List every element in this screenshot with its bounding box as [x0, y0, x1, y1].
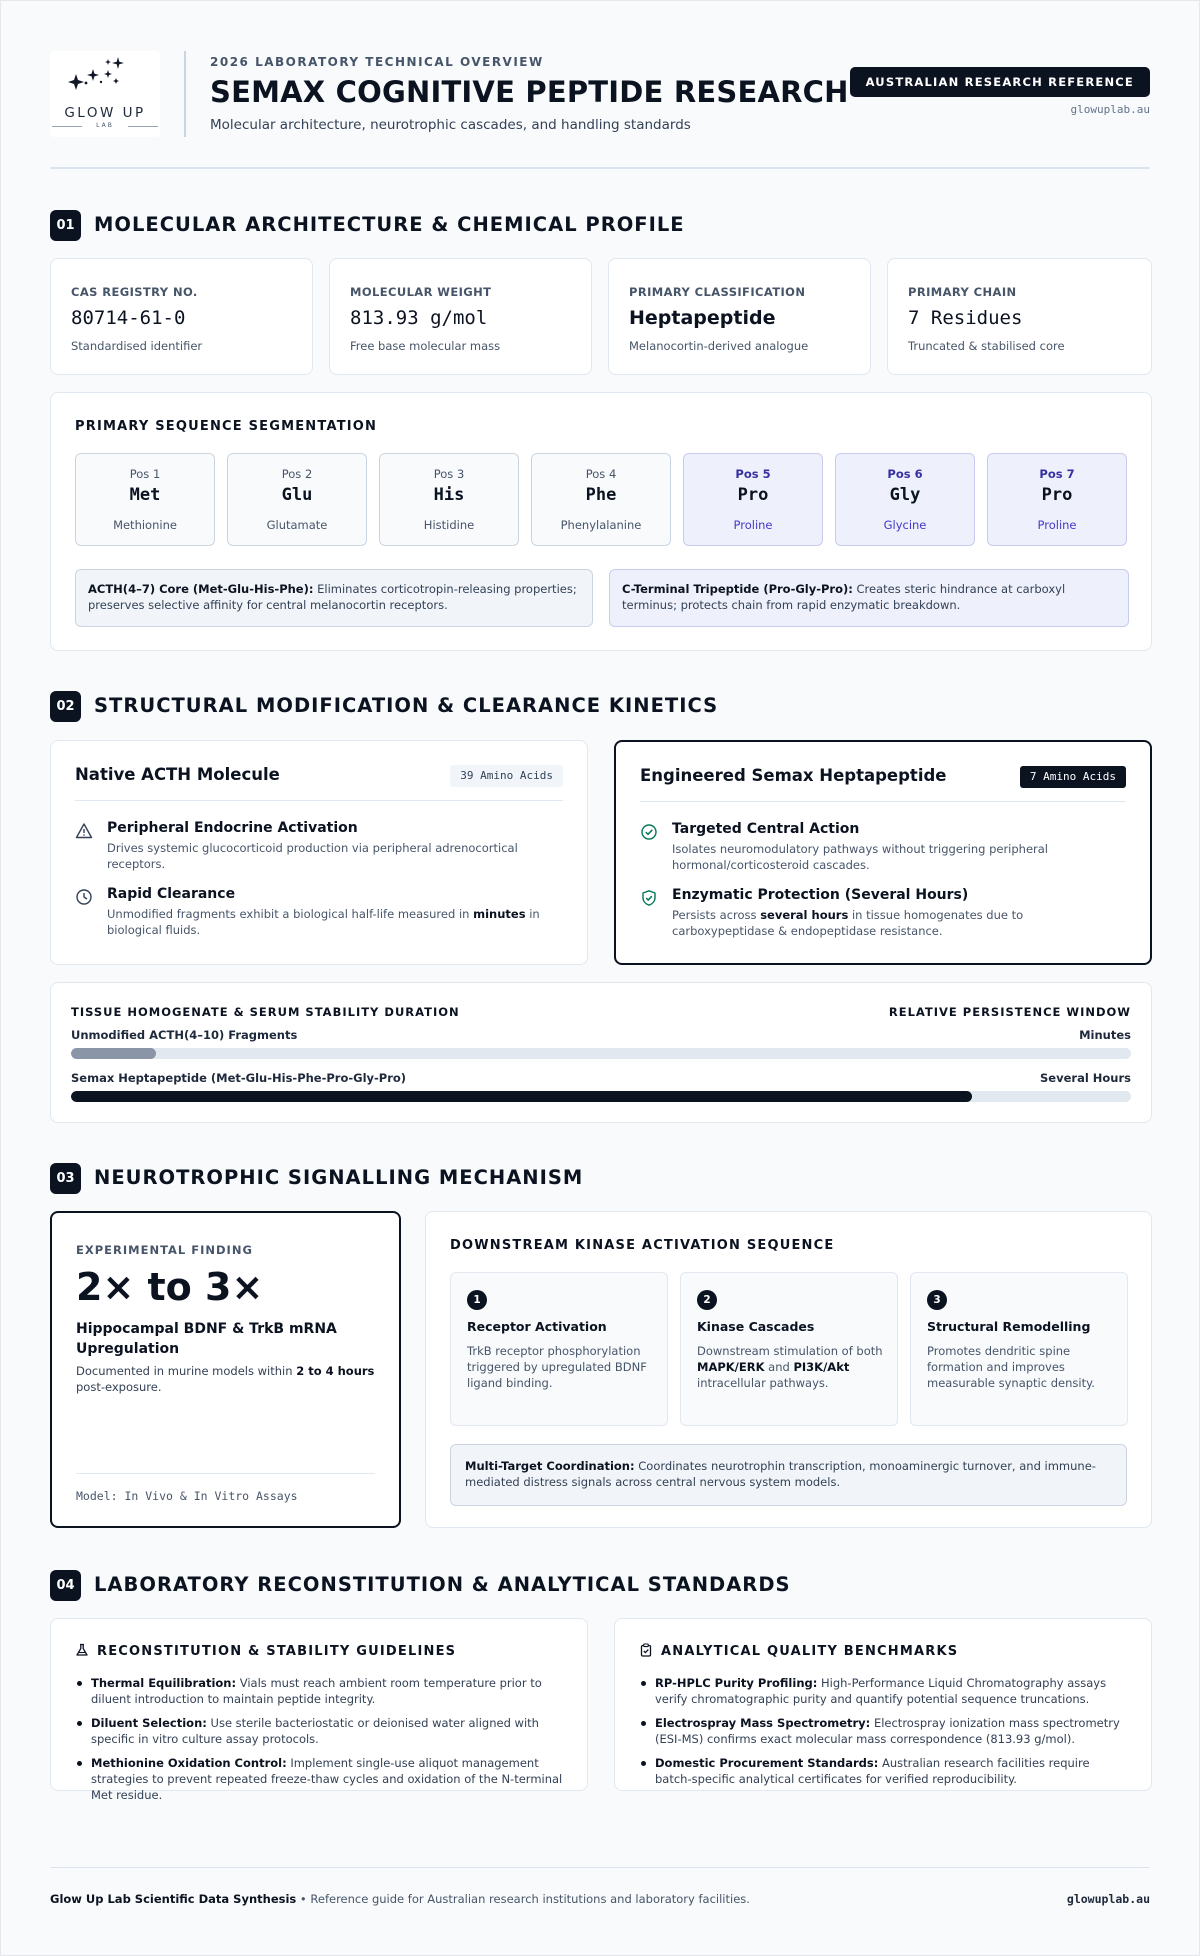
residue-position: Pos 4 [585, 467, 617, 481]
list-item: Thermal Equilibration: Vials must reach ambient room temperature prior to diluent introduction to maintain peptide integrity. [75, 1675, 563, 1707]
residue-pos-5 [683, 453, 823, 546]
list-item: RP-HPLC Purity Profiling: High-Performance Liquid Chromatography assays verify chromatographic purity and quantify potential sequence truncations. [639, 1675, 1127, 1707]
bar-track-acth [71, 1048, 1131, 1059]
bar-value-acth: Minutes [1079, 1028, 1131, 1042]
step-number: 1 [467, 1290, 487, 1310]
stability-card [50, 982, 1152, 1123]
step-kinase-cascades [680, 1272, 898, 1426]
residue-position: Pos 1 [129, 467, 161, 481]
stat-label: MOLECULAR WEIGHT [350, 285, 492, 299]
section-heading-3 [50, 1163, 1150, 1195]
section-title: MOLECULAR ARCHITECTURE & CHEMICAL PROFILE [94, 213, 685, 236]
residue-code: Pro [1041, 485, 1073, 505]
residue-name: Histidine [423, 518, 475, 532]
footer-text: Glow Up Lab Scientific Data Synthesis • Reference guide for Australian research institutions and laboratory facilities. [50, 1892, 750, 1906]
clipboard-check-icon [639, 1643, 653, 1657]
list-item: Diluent Selection: Use sterile bacteriostatic or deionised water aligned with specific in vitro culture assay protocols. [75, 1715, 563, 1747]
kinase-sequence-card [425, 1211, 1152, 1528]
residue-position: Pos 7 [1039, 467, 1075, 481]
note-text: Eliminates corticotropin-releasing properties; preserves selective affinity for central melanocortin receptors. [88, 582, 577, 612]
flask-icon [75, 1643, 89, 1657]
card-divider [640, 801, 1126, 802]
quality-benchmarks-card [614, 1618, 1152, 1791]
residue-position: Pos 6 [887, 467, 923, 481]
reconstitution-list [75, 1675, 563, 1811]
finding-title: Hippocampal BDNF & TrkB mRNA Upregulation [76, 1321, 337, 1357]
page-subtitle: Molecular architecture, neurotrophic cascades, and handling standards [210, 117, 691, 133]
logo-wordmark: GLOW UP [64, 105, 146, 121]
sequence-title: PRIMARY SEQUENCE SEGMENTATION [75, 419, 378, 434]
header-rule [50, 167, 1150, 169]
residue-pos-4 [531, 453, 671, 546]
stat-card-chain [887, 258, 1152, 375]
header-site-link[interactable]: glowuplab.au [1070, 103, 1150, 116]
step-structural-remodelling [910, 1272, 1128, 1426]
section-heading-2 [50, 691, 1150, 723]
reconstitution-card [50, 1618, 588, 1802]
residue-pos-1 [75, 453, 215, 546]
note-text: Creates steric hindrance at carboxyl terminus; protects chain from rapid enzymatic breakdown. [622, 582, 1066, 612]
stat-description: Melanocortin-derived analogue [629, 339, 809, 353]
research-reference-badge: AUSTRALIAN RESEARCH REFERENCE [850, 67, 1150, 97]
list-item: Methionine Oxidation Control: Implement single-use aliquot management strategies to prevent repeated freeze-thaw cycles and oxidation of the N-terminal Met residue. [75, 1755, 563, 1803]
section-number: 04 [50, 1570, 81, 1601]
section-title: LABORATORY RECONSTITUTION & ANALYTICAL STANDARDS [94, 1573, 791, 1596]
stat-description: Standardised identifier [71, 339, 203, 353]
residue-code: Gly [889, 485, 921, 505]
feature-title: Peripheral Endocrine Activation [107, 820, 358, 836]
quality-list [639, 1675, 1127, 1795]
warning-icon [75, 822, 93, 840]
residue-position: Pos 2 [281, 467, 313, 481]
note-heading: ACTH(4–7) Core (Met-Glu-His-Phe): [88, 582, 314, 596]
experimental-finding-card [50, 1211, 401, 1528]
sequence-card [50, 392, 1152, 651]
residue-code: His [433, 485, 465, 505]
residue-pos-2 [227, 453, 367, 546]
multi-target-note [450, 1444, 1127, 1506]
note-heading: C-Terminal Tripeptide (Pro-Gly-Pro): [622, 582, 853, 596]
step-number: 3 [927, 1290, 947, 1310]
section-number: 01 [50, 210, 81, 241]
logo [50, 51, 160, 137]
page-title: SEMAX COGNITIVE PEPTIDE RESEARCH [210, 75, 849, 109]
stat-value: Heptapeptide [629, 307, 776, 329]
stat-description: Free base molecular mass [350, 339, 501, 353]
residue-pos-6 [835, 453, 975, 546]
quality-title: ANALYTICAL QUALITY BENCHMARKS [639, 1643, 958, 1659]
amino-acid-chip: 39 Amino Acids [450, 765, 563, 787]
stability-title: TISSUE HOMOGENATE & SERUM STABILITY DURATION [71, 1005, 460, 1019]
header-eyebrow: 2026 LABORATORY TECHNICAL OVERVIEW [210, 55, 544, 69]
residue-code: Phe [585, 485, 617, 505]
logo-subtitle: LAB [50, 122, 160, 129]
stat-value: 813.93 g/mol [350, 307, 488, 329]
residue-name: Phenylalanine [560, 518, 642, 532]
step-title: Structural Remodelling [927, 1319, 1091, 1334]
note-heading: Multi-Target Coordination: [465, 1459, 635, 1473]
sparkle-logo-icon [50, 51, 160, 105]
step-text: Downstream stimulation of both MAPK/ERK and PI3K/Akt intracellular pathways. [697, 1344, 883, 1390]
step-title: Kinase Cascades [697, 1319, 815, 1334]
kinase-title: DOWNSTREAM KINASE ACTIVATION SEQUENCE [450, 1238, 835, 1253]
finding-model: Model: In Vivo & In Vitro Assays [76, 1489, 298, 1503]
semax-card [614, 740, 1152, 965]
residue-name: Methionine [113, 518, 177, 532]
finding-multiplier: 2× to 3× [76, 1265, 264, 1309]
residue-code: Met [129, 485, 161, 505]
reconstitution-title: RECONSTITUTION & STABILITY GUIDELINES [75, 1643, 456, 1659]
residue-name: Glycine [883, 518, 927, 532]
amino-acid-chip: 7 Amino Acids [1020, 766, 1126, 788]
list-item: Electrospray Mass Spectrometry: Electrospray ionization mass spectrometry (ESI-MS) confirms exact molecular mass correspondence (813.93 g/mol). [639, 1715, 1127, 1747]
core-note [75, 569, 593, 627]
finding-divider [76, 1473, 375, 1474]
footer-brand: Glow Up Lab Scientific Data Synthesis [50, 1892, 297, 1906]
bar-fill-acth [71, 1048, 156, 1059]
stat-description: Truncated & stabilised core [908, 339, 1065, 353]
bar-value-semax: Several Hours [1040, 1071, 1131, 1085]
stat-label: CAS REGISTRY NO. [71, 285, 198, 299]
bar-label-semax: Semax Heptapeptide (Met-Glu-His-Phe-Pro-Gly-Pro) [71, 1071, 407, 1085]
feature-text: Drives systemic glucocorticoid production via peripheral adrenocortical receptors. [107, 841, 518, 871]
card-title: Native ACTH Molecule [75, 765, 280, 784]
residue-position: Pos 3 [433, 467, 465, 481]
step-text: TrkB receptor phosphorylation triggered by upregulated BDNF ligand binding. [467, 1344, 647, 1390]
footer-rule [50, 1867, 1150, 1868]
terminal-note [609, 569, 1129, 627]
bar-label-acth: Unmodified ACTH(4–10) Fragments [71, 1028, 298, 1042]
header-divider [184, 51, 186, 137]
feature-title: Targeted Central Action [672, 821, 860, 837]
list-item: Domestic Procurement Standards: Australian research facilities require batch-specific analytical certificates for verified reproducibility. [639, 1755, 1127, 1787]
residue-name: Proline [1037, 518, 1077, 532]
residue-code: Glu [281, 485, 313, 505]
step-text: Promotes dendritic spine formation and improves measurable synaptic density. [927, 1344, 1095, 1390]
section-title: NEUROTROPHIC SIGNALLING MECHANISM [94, 1166, 584, 1189]
section-title: STRUCTURAL MODIFICATION & CLEARANCE KINETICS [94, 694, 719, 717]
bar-track-semax [71, 1091, 1131, 1102]
native-acth-card [50, 740, 588, 965]
feature-title: Rapid Clearance [107, 886, 236, 902]
shield-check-icon [640, 889, 658, 907]
residue-name: Proline [733, 518, 773, 532]
card-title: Engineered Semax Heptapeptide [640, 766, 947, 785]
residue-pos-7 [987, 453, 1127, 546]
stat-label: PRIMARY CLASSIFICATION [629, 285, 806, 299]
section-number: 03 [50, 1163, 81, 1194]
feature-text: Persists across several hours in tissue homogenates due to carboxypeptidase & endopeptidase resistance. [672, 908, 1024, 938]
footer-site-link[interactable]: glowuplab.au [1066, 1892, 1150, 1906]
stat-card-classification [608, 258, 871, 375]
check-circle-icon [640, 823, 658, 841]
stat-label: PRIMARY CHAIN [908, 285, 1017, 299]
bar-fill-semax [71, 1091, 972, 1102]
step-title: Receptor Activation [467, 1319, 607, 1334]
stat-card-molecular-weight [329, 258, 592, 375]
section-heading-1 [50, 210, 1150, 242]
feature-text: Isolates neuromodulatory pathways without triggering peripheral hormonal/corticosteroid cascades. [672, 842, 1049, 872]
stat-card-cas [50, 258, 313, 375]
residue-code: Pro [737, 485, 769, 505]
feature-text: Unmodified fragments exhibit a biological half-life measured in minutes in biological fluids. [107, 907, 540, 937]
residue-name: Glutamate [266, 518, 328, 532]
section-number: 02 [50, 691, 81, 722]
note-text: Coordinates neurotrophin transcription, monoaminergic turnover, and immune-mediated distress signals across central nervous system models. [465, 1459, 1096, 1489]
finding-label: EXPERIMENTAL FINDING [76, 1243, 253, 1257]
persistence-window-label: RELATIVE PERSISTENCE WINDOW [888, 1005, 1131, 1019]
clock-icon [75, 888, 93, 906]
header [50, 51, 1150, 141]
residue-position: Pos 5 [735, 467, 771, 481]
feature-title: Enzymatic Protection (Several Hours) [672, 887, 969, 903]
stat-value: 80714-61-0 [71, 307, 186, 329]
step-number: 2 [697, 1290, 717, 1310]
section-heading-4 [50, 1570, 1150, 1602]
step-receptor-activation [450, 1272, 668, 1426]
finding-text: Documented in murine models within 2 to 4 hours post-exposure. [76, 1364, 375, 1394]
stat-value: 7 Residues [908, 307, 1023, 329]
card-divider [75, 800, 563, 801]
residue-pos-3 [379, 453, 519, 546]
